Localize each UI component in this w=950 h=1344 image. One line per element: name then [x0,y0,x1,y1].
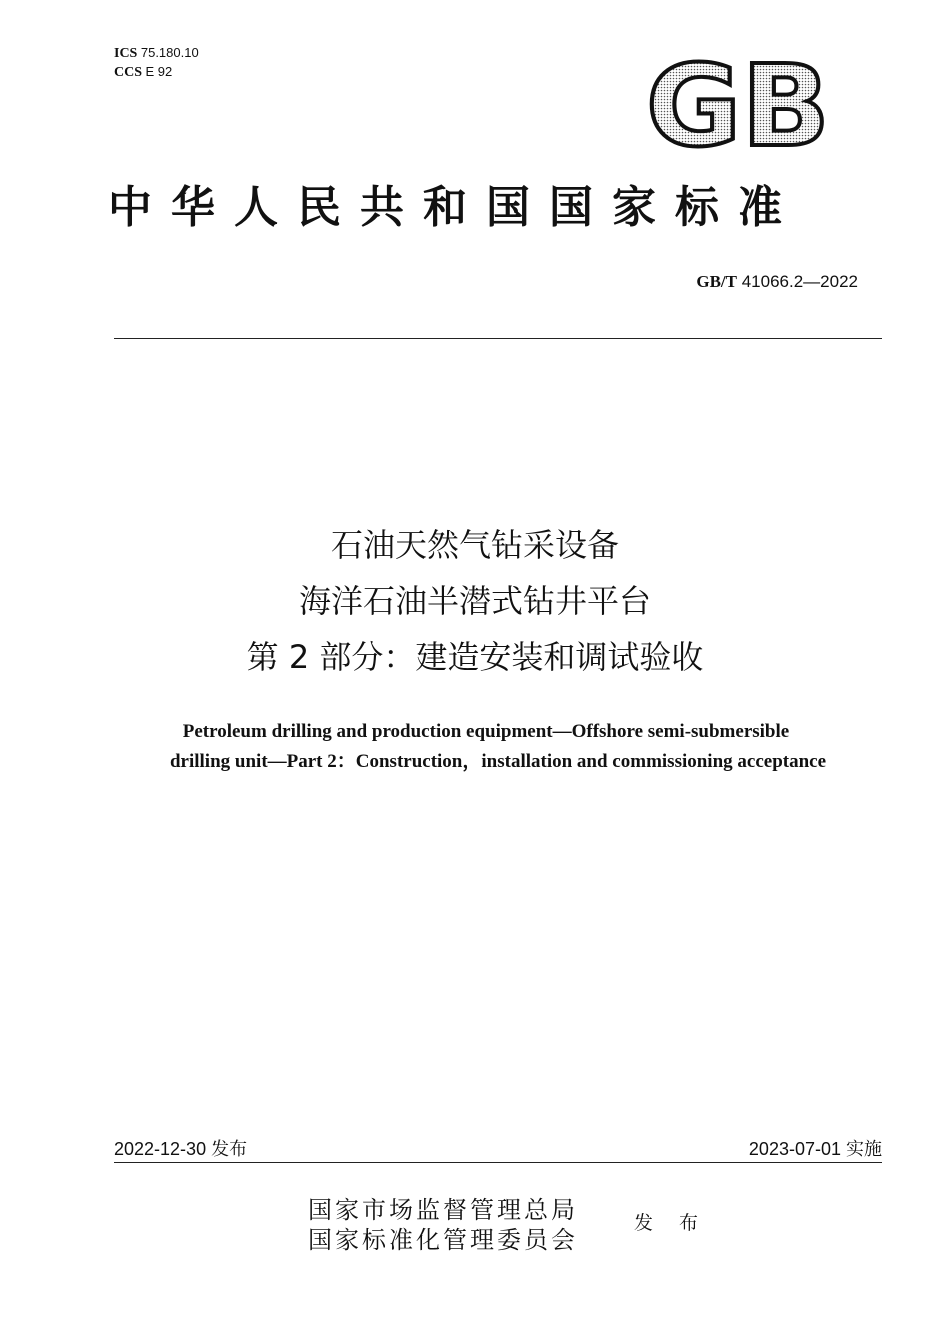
title-zh-line-3: 第 2 部分：建造安装和调试验收 [246,638,704,676]
gb-logo-text: GB [646,56,830,152]
title-zh-line-2: 海洋石油半潜式钻井平台 [298,582,651,620]
ics-label: ICS [114,46,138,61]
top-divider [114,338,882,339]
ics-row [114,44,199,63]
implementation-date: 2023-07-01 实施 [748,1139,882,1159]
ccs-label: CCS [114,65,143,80]
issuer-sac: 国家标准化管理委员会 [308,1226,578,1254]
issue-date: 2022-12-30 发布 [114,1139,248,1159]
issuer-samr: 国家市场监督管理总局 [308,1196,578,1224]
ccs-value: E 92 [145,64,173,79]
title-en-line-1: Petroleum drilling and production equipment—Offshore semi-submersible [182,721,790,742]
title-zh-line-1: 石油天然气钻采设备 [330,526,619,564]
gb-logo [642,56,834,152]
bottom-divider [114,1162,882,1163]
classification-codes [114,44,199,82]
ics-value: 75.180.10 [140,45,199,60]
standard-number [696,272,858,292]
title-en-line-2: drilling unit—Part 2：Construction，installation and commissioning acceptance [169,751,827,772]
publish-label: 发 布 [634,1212,709,1234]
standard-prefix: GB/T [696,272,737,291]
standard-code: 41066.2—2022 [741,272,858,291]
ccs-row [114,63,199,82]
issuing-authorities [308,1195,578,1255]
country-standard-title: 中华人民共和国国家标准 [108,182,801,233]
